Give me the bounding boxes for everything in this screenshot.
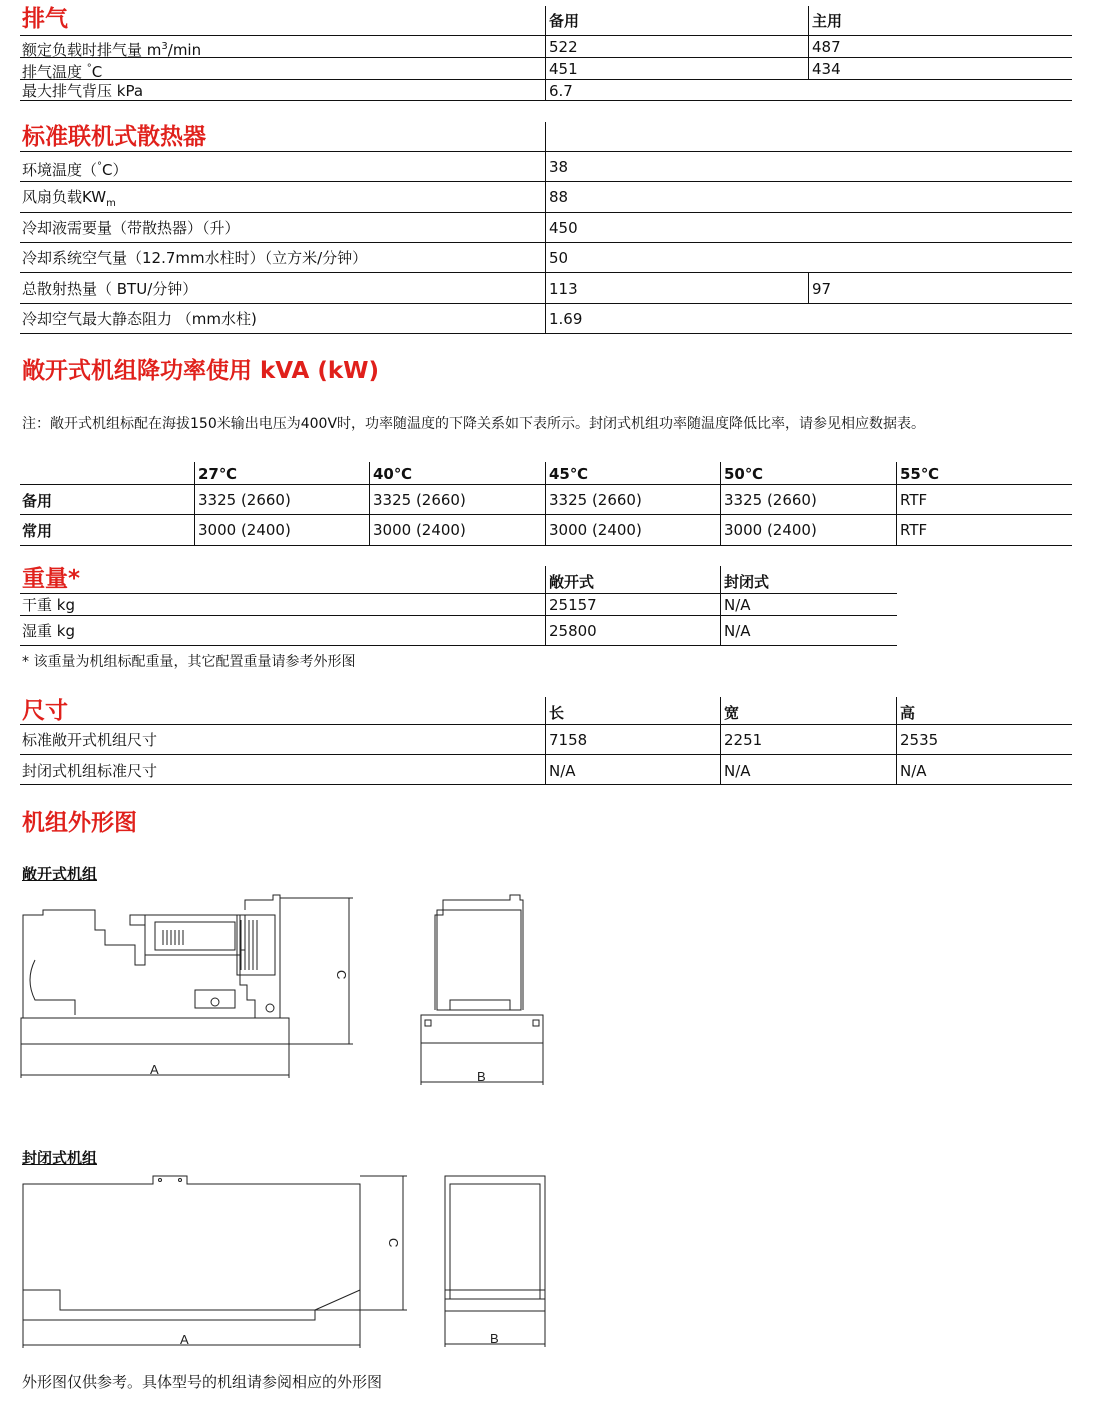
exhaust-divider: [545, 6, 546, 101]
exhaust-row-label: 额定负载时排气量 $m^3/\min$: [22, 41, 202, 59]
derate-note: 注：敞开式机组标配在海拔150米输出电压为400V时，功率随温度的下降关系如下表所示。封闭式机组功率随温度降低比率，请参见相应数据表。: [22, 416, 926, 432]
derate-divider: [369, 462, 370, 545]
radiator-rule: [20, 212, 1072, 213]
dimensions-title: 尺寸: [22, 698, 68, 724]
dim-c-label: C: [334, 970, 349, 980]
derate-value: 3325 (2660): [198, 491, 291, 509]
exhaust-col-standby: 备用: [549, 12, 580, 30]
radiator-value: 38: [549, 158, 569, 176]
dimensions-length-value: 7158: [549, 731, 588, 749]
derate-value: 3000 (2400): [373, 521, 466, 539]
derate-row-label: 备用: [22, 492, 53, 510]
weight-divider: [720, 566, 721, 646]
radiator-rule: [20, 181, 1072, 182]
derate-value: 3325 (2660): [724, 491, 817, 509]
radiator-row-label: 冷却空气最大静态阻力 （mm水柱): [22, 310, 257, 328]
exhaust-row-label: 排气温度 °C: [22, 63, 103, 81]
radiator-value: 1.69: [549, 310, 583, 328]
derate-divider: [194, 462, 195, 545]
weight-title: 重量*: [22, 566, 81, 592]
dim-a-label: A: [180, 1332, 189, 1347]
dimensions-width-value: 2251: [724, 731, 763, 749]
open-unit-label: 敞开式机组: [22, 865, 98, 883]
closed-unit-end-drawing: [440, 1172, 555, 1352]
dimensions-rule: [20, 784, 1072, 785]
closed-unit-side-drawing: [15, 1170, 415, 1350]
exhaust-divider: [808, 6, 809, 79]
derate-rule: [20, 545, 1072, 546]
exhaust-title: 排气: [22, 6, 68, 32]
derate-temp-header: 50℃: [724, 465, 764, 483]
weight-rule: [20, 645, 897, 646]
radiator-value: 113: [549, 280, 578, 298]
radiator-divider: [808, 273, 809, 303]
weight-footnote: * 该重量为机组标配重量，其它配置重量请参考外形图: [22, 654, 356, 670]
radiator-rule: [20, 272, 1072, 273]
weight-open-value: 25157: [549, 596, 597, 614]
dimensions-rule: [20, 754, 1072, 755]
radiator-value: 450: [549, 219, 578, 237]
radiator-value: 88: [549, 188, 569, 206]
weight-rule: [20, 593, 897, 594]
radiator-row-label: 风扇负载$KW_m$: [22, 188, 116, 209]
radiator-row-label: 环境温度（°C）: [22, 161, 128, 179]
derate-row-label: 常用: [22, 522, 53, 540]
exhaust-rule: [20, 35, 1072, 36]
derate-divider: [545, 462, 546, 545]
exhaust-rule: [20, 100, 1072, 101]
radiator-title: 标准联机式散热器: [22, 124, 206, 150]
weight-row-label: 湿重 kg: [22, 622, 75, 640]
derate-temp-header: 55℃: [900, 465, 940, 483]
radiator-rule: [20, 303, 1072, 304]
derate-value: 3325 (2660): [549, 491, 642, 509]
derate-rule: [20, 484, 1072, 485]
dimensions-height-value: 2535: [900, 731, 939, 749]
dimensions-col-length: 长: [549, 704, 565, 722]
radiator-row-label: 冷却系统空气量（12.7mm水柱时）（立方米/分钟）: [22, 249, 368, 267]
exhaust-col-prime: 主用: [812, 12, 843, 30]
exhaust-row-label: 最大排气背压 kPa: [22, 82, 144, 100]
radiator-row-label: 冷却液需要量（带散热器）（升）: [22, 219, 240, 237]
exhaust-rule: [20, 79, 1072, 80]
dimensions-width-value: N/A: [724, 762, 751, 780]
radiator-value: 50: [549, 249, 569, 267]
weight-divider: [545, 566, 546, 646]
dimensions-divider: [720, 697, 721, 785]
derate-temp-header: 45℃: [549, 465, 589, 483]
exhaust-prime-value: 434: [812, 60, 841, 78]
derate-value: 3000 (2400): [198, 521, 291, 539]
derate-value: 3000 (2400): [724, 521, 817, 539]
open-unit-end-drawing: [415, 890, 550, 1090]
dimensions-length-value: N/A: [549, 762, 576, 780]
dim-c-label: C: [386, 1238, 401, 1248]
weight-rule: [20, 615, 897, 616]
dimensions-col-width: 宽: [724, 704, 740, 722]
dim-a-label: A: [150, 1062, 159, 1077]
derate-rule: [20, 514, 1072, 515]
derate-title: 敞开式机组降功率使用 kVA (kW): [22, 358, 380, 384]
dimensions-col-height: 高: [900, 704, 916, 722]
derate-value: RTF: [900, 491, 928, 509]
dimensions-divider: [545, 697, 546, 785]
dim-b-label: B: [490, 1331, 499, 1346]
derate-value: RTF: [900, 521, 928, 539]
outline-title: 机组外形图: [22, 810, 137, 836]
derate-temp-header: 27℃: [198, 465, 238, 483]
weight-col-closed: 封闭式: [724, 573, 770, 591]
derate-value: 3000 (2400): [549, 521, 642, 539]
exhaust-prime-value: 487: [812, 38, 841, 56]
weight-closed-value: N/A: [724, 596, 751, 614]
exhaust-standby-value: 6.7: [549, 82, 573, 100]
exhaust-standby-value: 522: [549, 38, 578, 56]
derate-divider: [720, 462, 721, 545]
weight-col-open: 敞开式: [549, 573, 595, 591]
derate-divider: [896, 462, 897, 545]
dimensions-divider: [896, 697, 897, 785]
weight-open-value: 25800: [549, 622, 597, 640]
derate-value: 3325 (2660): [373, 491, 466, 509]
open-unit-side-drawing: [15, 890, 360, 1090]
radiator-rule: [20, 242, 1072, 243]
derate-temp-header: 40℃: [373, 465, 413, 483]
dimensions-height-value: N/A: [900, 762, 927, 780]
radiator-rule: [20, 333, 1072, 334]
weight-closed-value: N/A: [724, 622, 751, 640]
exhaust-standby-value: 451: [549, 60, 578, 78]
weight-row-label: 干重 kg: [22, 596, 75, 614]
dimensions-row-label: 标准敞开式机组尺寸: [22, 731, 158, 749]
radiator-row-label: 总散射热量（ BTU/分钟）: [22, 280, 198, 298]
dimensions-row-label: 封闭式机组标准尺寸: [22, 762, 158, 780]
outline-footer: 外形图仅供参考。具体型号的机组请参阅相应的外形图: [22, 1373, 383, 1391]
radiator-value: 97: [812, 280, 832, 298]
dimensions-rule: [20, 724, 1072, 725]
dim-b-label: B: [477, 1069, 486, 1084]
radiator-rule: [20, 151, 1072, 152]
closed-unit-label: 封闭式机组: [22, 1149, 98, 1167]
